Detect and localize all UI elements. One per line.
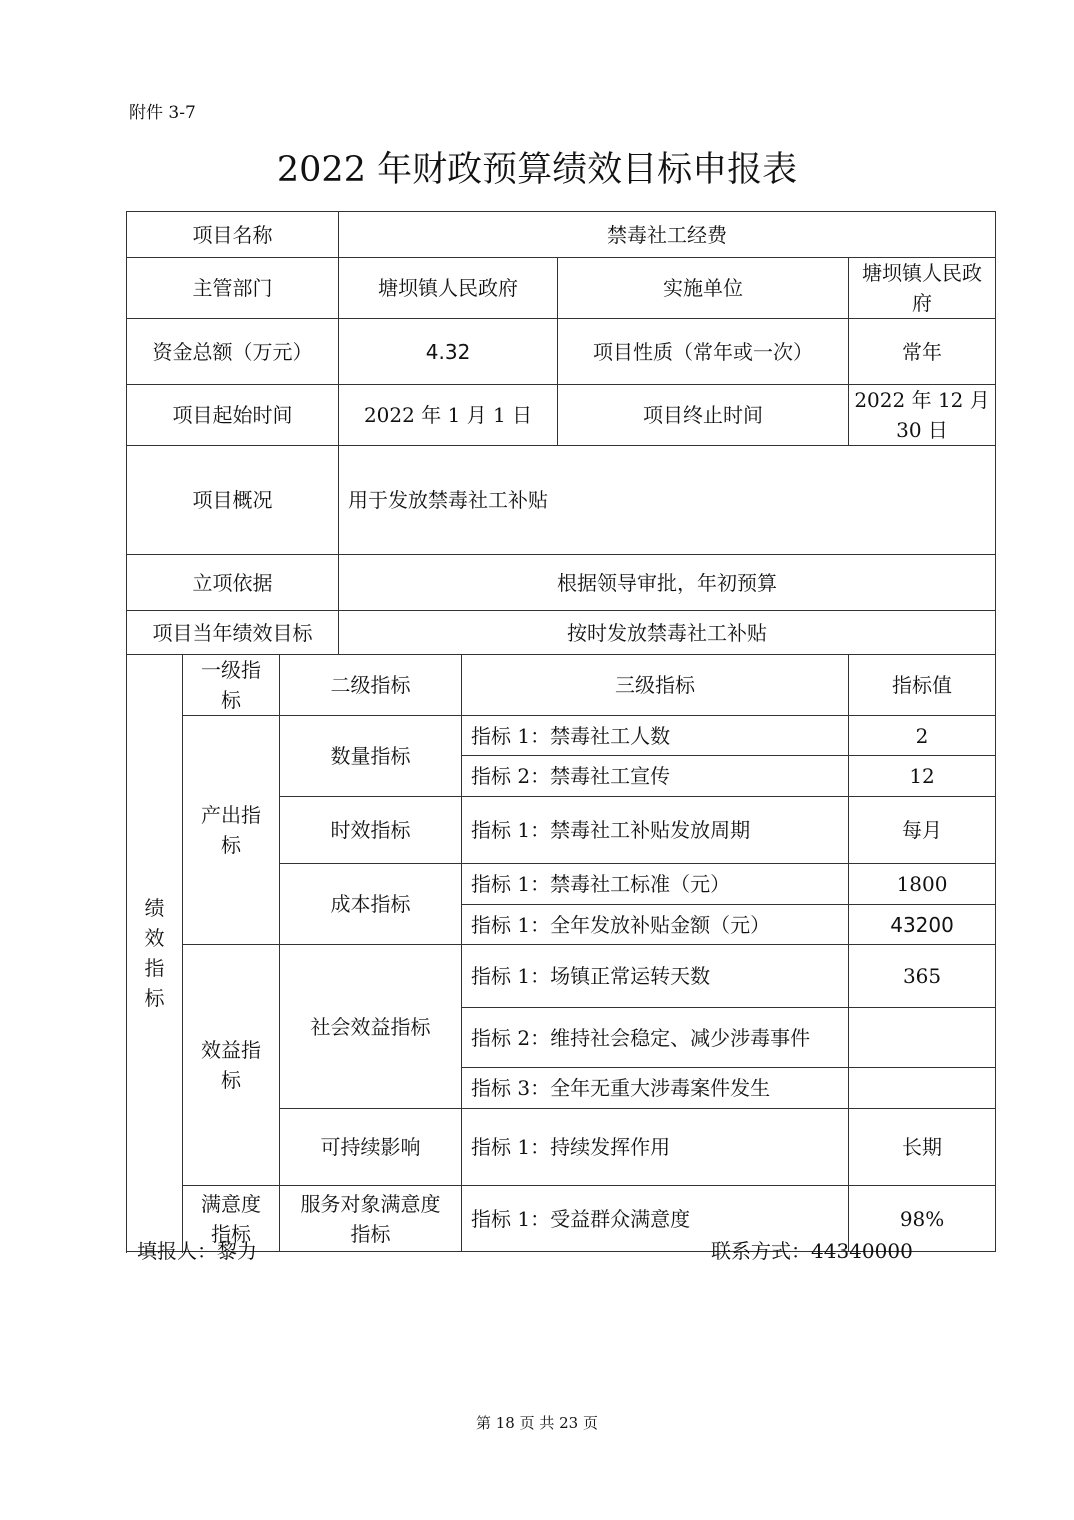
indicator-value (849, 1008, 996, 1068)
indicator-value: 1800 (849, 864, 996, 905)
table-row (127, 446, 996, 555)
table-row (127, 385, 996, 446)
dept-label: 主管部门 (127, 258, 339, 319)
indicator-text: 指标 1：持续发挥作用 (462, 1109, 849, 1186)
indicator-text: 指标 2：禁毒社工宣传 (462, 756, 849, 797)
indicator-value: 365 (849, 945, 996, 1008)
page-title: 2022 年财政预算绩效目标申报表 (276, 150, 798, 190)
attachment-label: 附件 3-7 (129, 103, 196, 123)
table-row (127, 258, 996, 319)
header-level2: 二级指标 (280, 655, 462, 716)
header-value: 指标值 (849, 655, 996, 716)
contact-info: 联系方式：44340000 (711, 1239, 913, 1263)
project-name-label: 项目名称 (127, 212, 339, 258)
page-number: 第 18 页 共 23 页 (475, 1414, 598, 1432)
dept-value: 塘坝镇人民政府 (339, 258, 558, 319)
indicator-text: 指标 1：受益群众满意度 (462, 1186, 849, 1252)
indicator-value: 43200 (849, 905, 996, 945)
table-row (127, 555, 996, 611)
header-level3: 三级指标 (462, 655, 849, 716)
indicator-value: 12 (849, 756, 996, 797)
table-row (127, 611, 996, 655)
satisfaction-label: 满意度 指标 (183, 1186, 280, 1252)
indicator-text: 指标 2：维持社会稳定、减少涉毒事件 (462, 1008, 849, 1068)
nature-label: 项目性质（常年或一次） (558, 319, 849, 385)
table-row (127, 945, 996, 1008)
performance-section-label: 绩 效 指 标 (127, 655, 183, 1252)
indicator-text: 指标 3：全年无重大涉毒案件发生 (462, 1068, 849, 1109)
indicator-text: 指标 1：禁毒社工标准（元） (462, 864, 849, 905)
overview-value: 用于发放禁毒社工补贴 (339, 446, 996, 555)
project-name-value: 禁毒社工经费 (339, 212, 996, 258)
start-value: 2022 年 1 月 1 日 (339, 385, 558, 446)
service-satisfaction-label: 服务对象满意度 指标 (280, 1186, 462, 1252)
cost-label: 成本指标 (280, 864, 462, 945)
indicator-text: 指标 1：场镇正常运转天数 (462, 945, 849, 1008)
social-benefit-label: 社会效益指标 (280, 945, 462, 1109)
start-label: 项目起始时间 (127, 385, 339, 446)
overview-label: 项目概况 (127, 446, 339, 555)
header-level1: 一级指 标 (183, 655, 280, 716)
indicator-text: 指标 1：禁毒社工补贴发放周期 (462, 797, 849, 864)
indicator-text: 指标 1：全年发放补贴金额（元） (462, 905, 849, 945)
amount-value: 4.32 (339, 319, 558, 385)
goal-value: 按时发放禁毒社工补贴 (339, 611, 996, 655)
unit-label: 实施单位 (558, 258, 849, 319)
basis-value: 根据领导审批，年初预算 (339, 555, 996, 611)
timeliness-label: 时效指标 (280, 797, 462, 864)
amount-label: 资金总额（万元） (127, 319, 339, 385)
benefit-label: 效益指 标 (183, 945, 280, 1186)
sustainability-label: 可持续影响 (280, 1109, 462, 1186)
output-label: 产出指 标 (183, 716, 280, 945)
end-label: 项目终止时间 (558, 385, 849, 446)
goal-label: 项目当年绩效目标 (127, 611, 339, 655)
filler-info: 填报人：黎力 (137, 1239, 257, 1263)
table-row (127, 716, 996, 756)
unit-value: 塘坝镇人民政府 (849, 258, 996, 319)
indicator-value: 每月 (849, 797, 996, 864)
indicator-value: 2 (849, 716, 996, 756)
end-value: 2022 年 12 月 30 日 (849, 385, 996, 446)
indicator-value (849, 1068, 996, 1109)
table-row (127, 319, 996, 385)
indicator-value: 长期 (849, 1109, 996, 1186)
nature-value: 常年 (849, 319, 996, 385)
indicator-value: 98% (849, 1186, 996, 1252)
budget-table (126, 211, 996, 1252)
basis-label: 立项依据 (127, 555, 339, 611)
table-row (127, 655, 996, 716)
table-row (127, 212, 996, 258)
indicator-text: 指标 1：禁毒社工人数 (462, 716, 849, 756)
quantity-label: 数量指标 (280, 716, 462, 797)
